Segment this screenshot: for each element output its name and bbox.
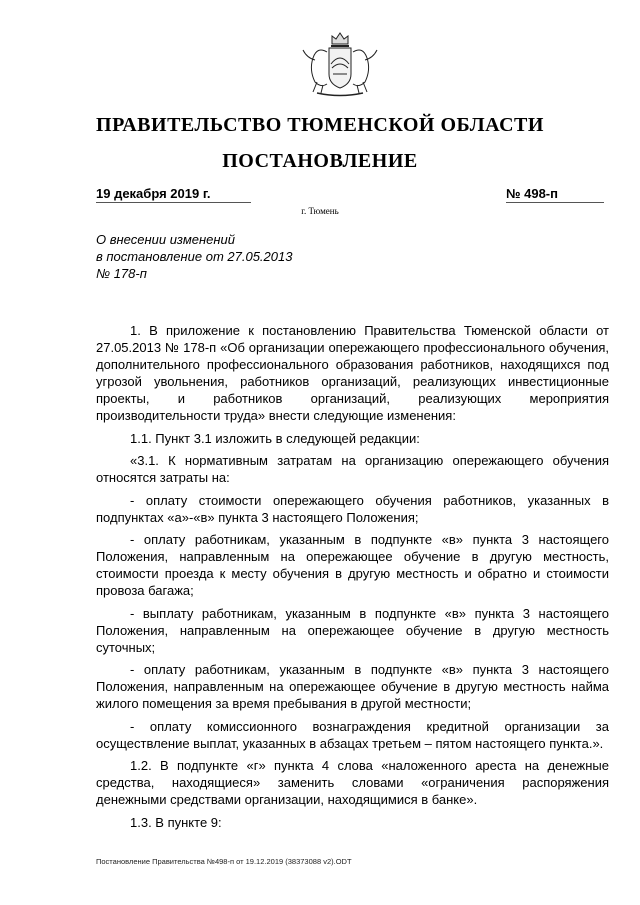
paragraph: 1. В приложение к постановлению Правительства Тюменской области от 27.05.2013 № 178-п «Об организации опережающего профессионального обучения, дополнительного профессионального образования работников, находящихся под угрозой увольнения, работников организаций, реализующих инвестиционные проекты, и работников организаций, реализующих мероприятия производительности труда» внести следующие изменения:: [96, 323, 609, 423]
document-type: ПОСТАНОВЛЕНИЕ: [222, 150, 418, 172]
paragraph: «3.1. К нормативным затратам на организацию опережающего обучения относятся затраты на:: [96, 453, 609, 485]
document-date: 19 декабря 2019 г.: [96, 186, 211, 201]
paragraph: - оплату стоимости опережающего обучения работников, указанных в подпунктах «а»-«в» пункта 3 настоящего Положения;: [96, 492, 609, 525]
paragraph: - оплату работникам, указанным в подпункте «в» пункта 3 настоящего Положения, направленным на опережающее обучение в другую местность, стоимости проезда к месту обучения в другую местность и обратно и стоимости провоза багажа;: [96, 532, 609, 598]
coat-of-arms-icon: [295, 30, 385, 98]
subject-line: О внесении изменений: [96, 232, 235, 247]
subject-line: № 178-п: [96, 266, 147, 281]
paragraph: 1.3. В пункте 9:: [130, 814, 222, 830]
paragraph: 1.1. Пункт 3.1 изложить в следующей редакции:: [130, 430, 420, 446]
city-label: г. Тюмень: [301, 206, 339, 216]
paragraph: 1.2. В подпункте «г» пункта 4 слова «наложенного ареста на денежные средства, находящиеся» заменить словами «ограничения распоряжения денежными средствами организации, находящимися в банке».: [96, 758, 609, 807]
page-footer: Постановление Правительства №498-п от 19.12.2019 (38373088 v2).ODT: [96, 857, 352, 866]
document-body: [96, 322, 609, 836]
paragraph: - оплату комиссионного вознаграждения кредитной организации за осуществление выплат, указанных в абзацах третьем – пятом настоящего пункта.».: [96, 718, 609, 751]
document-subject: [96, 231, 292, 282]
paragraph: - выплату работникам, указанным в подпункте «в» пункта 3 настоящего Положения, направленным на опережающее обучение в другую местность суточных;: [96, 605, 609, 655]
document-number: № 498-п: [506, 186, 558, 201]
date-underline: [96, 202, 251, 203]
paragraph: - оплату работникам, указанным в подпункте «в» пункта 3 настоящего Положения, направленным на опережающее обучение в другую местность найма жилого помещения за время пребывания в другой местности;: [96, 662, 609, 711]
number-underline: [506, 202, 604, 203]
subject-line: в постановление от 27.05.2013: [96, 249, 293, 264]
government-name: ПРАВИТЕЛЬСТВО ТЮМЕНСКОЙ ОБЛАСТИ: [96, 114, 544, 136]
